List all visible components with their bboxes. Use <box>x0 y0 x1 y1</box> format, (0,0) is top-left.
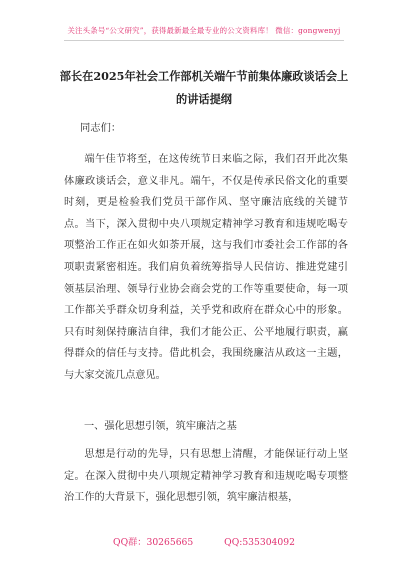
body-paragraph-2: 思想是行动的先导，只有思想上清醒，才能保证行动上坚定。在深入贯彻中央八项规定精神学习教育和违规吃喝专项整治工作的大背景下，强化思想引领，筑牢廉洁根基， <box>64 449 348 504</box>
salutation: 同志们： <box>80 122 122 134</box>
header-promo-note: 关注头条号“公文研究”，获得最新最全最专业的公文资料库！ 微信：gongwenyj <box>67 26 341 35</box>
document-title: 部长在2025年社会工作部机关端午节前集体廉政谈话会上的讲话提纲 <box>59 69 349 106</box>
footer-qq-number: QQ:535304092 <box>224 537 295 548</box>
header-divider <box>64 40 344 41</box>
footer-contact <box>0 534 408 548</box>
body-paragraph-1: 端午佳节将至，在这传统节日来临之际，我们召开此次集体廉政谈话会，意义非凡。端午，不仅是传承民俗文化的重要时刻，更是检验我们党员干部作风、坚守廉洁底线的关键节点。当下，深入贯彻中央八项规定精神学习教育和违规吃喝专项整治工作正在如火如荼开展，这与我们市委社会工作部的各项职责紧密相连。我们肩负着统筹指导人民信访、推进党建引领基层治理、领导行业协会商会党的工作等重要使命，每一项工作都关乎群众切身利益，关乎党和政府在群众心中的形象。只有时刻保持廉洁自律，我们才能公正、公平地履行职责，赢得群众的信任与支持。借此机会，我围绕廉洁从政这一主题，与大家交流几点意见。 <box>64 154 348 381</box>
footer-qq-group: QQ群：30265665 <box>113 537 194 548</box>
section-heading-1: 一、强化思想引领，筑牢廉洁之基 <box>84 421 237 432</box>
